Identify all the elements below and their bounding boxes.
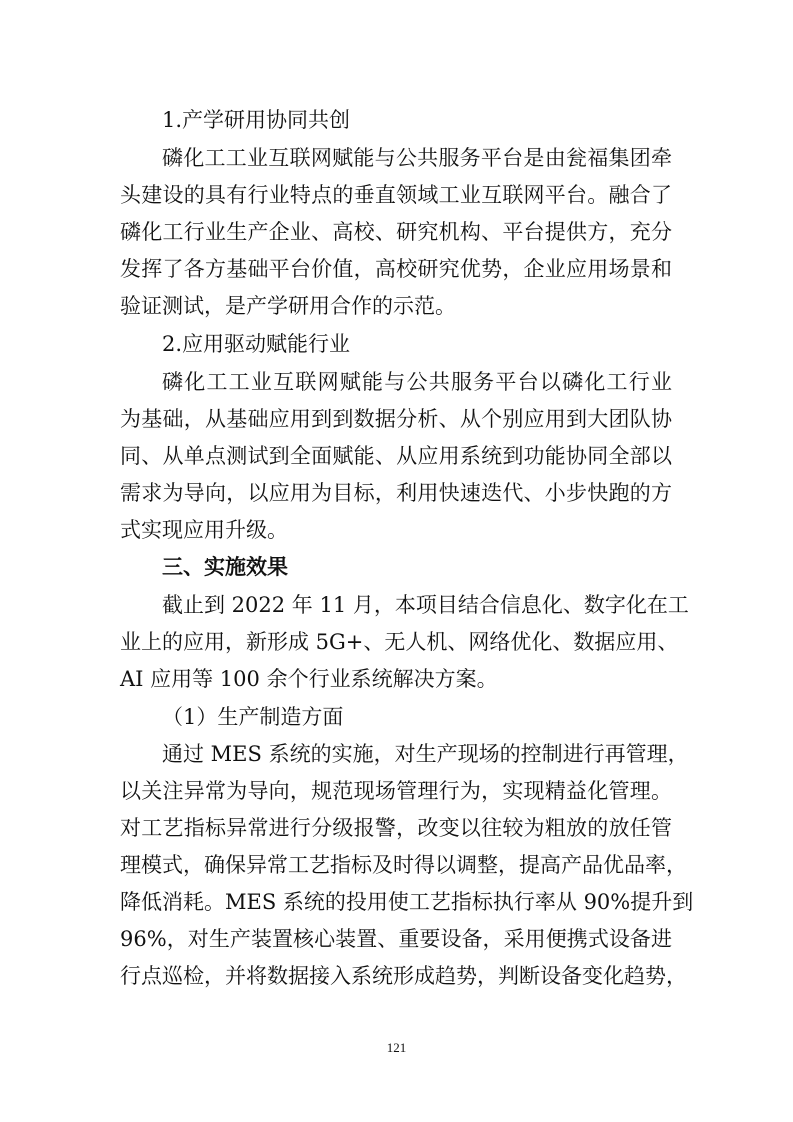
paragraph-line: 同、从单点测试到全面赋能、从应用系统到功能协同全部以 (120, 444, 672, 468)
paragraph-line: 式实现应用升级。 (120, 518, 288, 542)
page-number: 121 (386, 1040, 407, 1055)
paragraph-line: 降低消耗。MES 系统的投用使工艺指标执行率从 90%提升到 (120, 890, 694, 914)
paragraph-line: 以关注异常为导向，规范现场管理行为，实现精益化管理。 (120, 779, 672, 803)
paragraph-line: 行点巡检，并将数据接入系统形成趋势，判断设备变化趋势， (120, 964, 687, 988)
subheading-application-driven: 2.应用驱动赋能行业 (162, 332, 351, 356)
paragraph-line: 需求为导向，以应用为目标，利用快速迭代、小步快跑的方 (120, 481, 672, 505)
paragraph-line: 业上的应用，新形成 5G+、无人机、网络优化、数据应用、 (120, 630, 679, 654)
paragraph-line: 磷化工工业互联网赋能与公共服务平台是由瓮福集团牵 (162, 146, 672, 170)
paragraph-line: 通过 MES 系统的实施，对生产现场的控制进行再管理， (162, 742, 689, 766)
paragraph-line: 头建设的具有行业特点的垂直领域工业互联网平台。融合了 (120, 183, 672, 207)
subheading-manufacturing: （1）生产制造方面 (162, 705, 344, 729)
subheading-collaboration: 1.产学研用协同共创 (162, 108, 351, 132)
paragraph-line: 磷化工行业生产企业、高校、研究机构、平台提供方，充分 (120, 220, 672, 244)
paragraph-line: 验证测试，是产学研用合作的示范。 (120, 294, 456, 318)
paragraph-line: 为基础，从基础应用到到数据分析、从个别应用到大团队协 (120, 407, 672, 431)
paragraph-line: 发挥了各方基础平台价值，高校研究优势，企业应用场景和 (120, 257, 672, 281)
paragraph-line: 截止到 2022 年 11 月，本项目结合信息化、数字化在工 (162, 593, 689, 617)
paragraph-line: 对工艺指标异常进行分级报警，改变以往较为粗放的放任管 (120, 816, 672, 840)
section-heading-results: 三、实施效果 (162, 554, 288, 579)
paragraph-line: 磷化工工业互联网赋能与公共服务平台以磷化工行业 (162, 370, 672, 394)
paragraph-line: AI 应用等 100 余个行业系统解决方案。 (120, 667, 498, 691)
paragraph-line: 理模式，确保异常工艺指标及时得以调整，提高产品优品率， (120, 853, 687, 877)
paragraph-line: 96%，对生产装置核心装置、重要设备，采用便携式设备进 (120, 927, 672, 951)
